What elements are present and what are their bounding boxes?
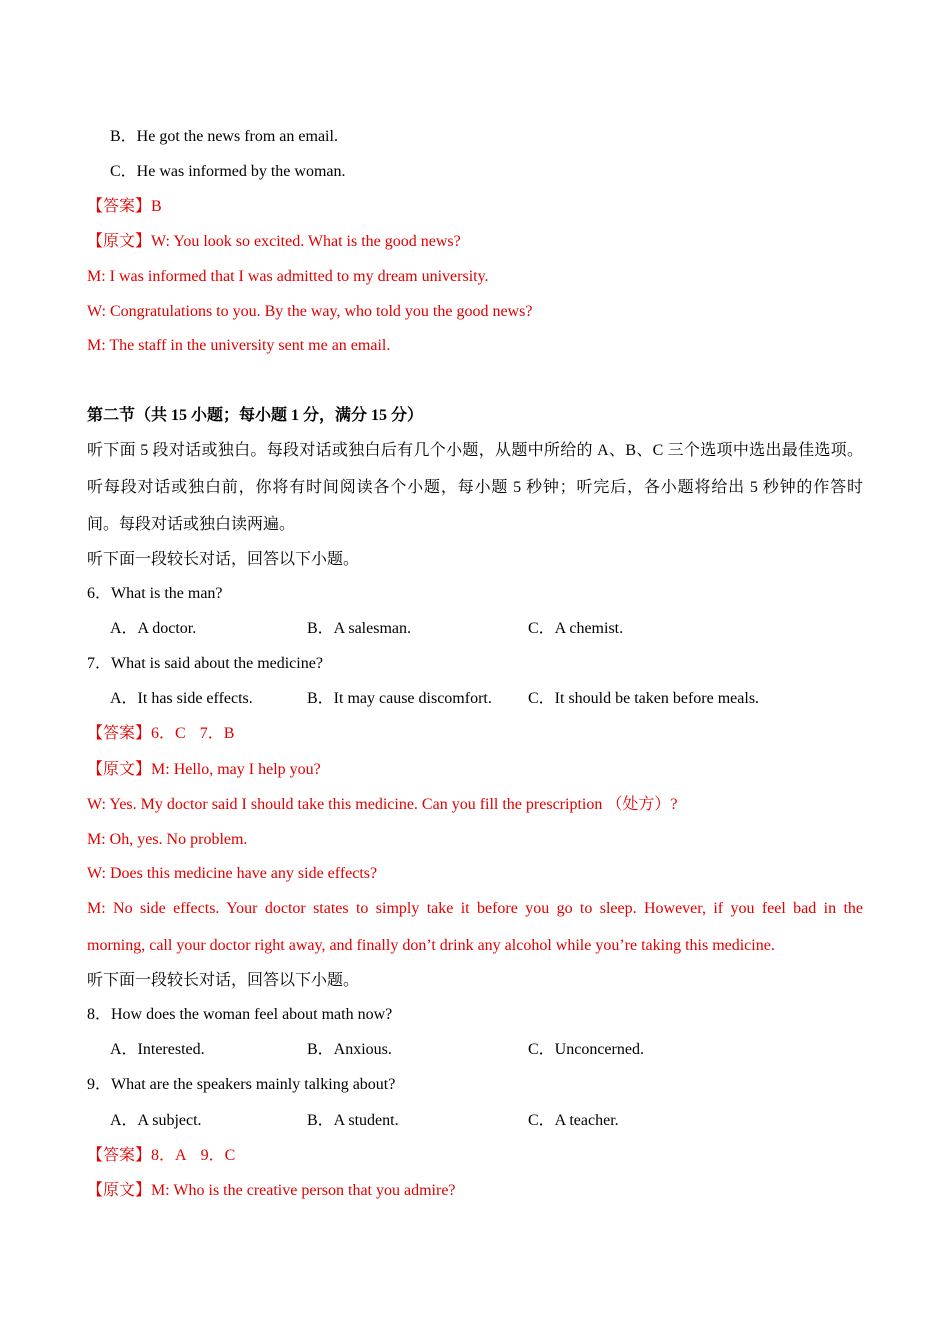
option-a: A．Interested.	[110, 1041, 205, 1058]
option-b: B．Anxious.	[307, 1041, 392, 1058]
transcript-line: M: Oh, yes. No problem.	[87, 831, 248, 848]
answer-value: 6．C	[151, 725, 186, 742]
option-c: C．A chemist.	[528, 620, 624, 637]
transcript-line	[87, 232, 461, 252]
instruction-line: 间。每段对话或独白读两遍。	[87, 516, 296, 533]
option-b: B．He got the news from an email.	[110, 128, 338, 145]
answer-value: 9．C	[200, 1147, 236, 1164]
group-intro: 听下面一段较长对话，回答以下小题。	[87, 972, 360, 989]
answer-tag: 【答案】	[87, 198, 152, 215]
option-b: B．A student.	[307, 1112, 399, 1129]
option-c: C．He was informed by the woman.	[110, 163, 346, 180]
transcript-line: M: No side effects. Your doctor states to simply take it before you go to sleep. However, if you feel bad in the	[87, 900, 863, 917]
transcript-line: M: I was informed that I was admitted to my dream university.	[87, 268, 489, 285]
option-a: A．A subject.	[110, 1112, 202, 1129]
question-stem: 8．How does the woman feel about math now?	[87, 1006, 393, 1023]
question-stem: 6．What is the man?	[87, 585, 223, 602]
instruction-line: 听下面 5 段对话或独白。每段对话或独白后有几个小题，从题中所给的 A、B、C 三个选项中选出最佳选项。	[87, 442, 863, 459]
transcript-text: M: Who is the creative person that you admire?	[151, 1182, 456, 1199]
option-a: A．A doctor.	[110, 620, 197, 637]
transcript-line: W: Yes. My doctor said I should take this medicine. Can you fill the prescription （处方）?	[87, 796, 678, 813]
instruction-line: 听每段对话或独白前，你将有时间阅读各个小题，每小题 5 秒钟；听完后，各小题将给出 5 秒钟的作答时	[87, 479, 863, 496]
transcript-text: W: You look so excited. What is the good news?	[151, 233, 461, 250]
transcript-line	[87, 760, 321, 780]
section-heading: 第二节（共 15 小题；每小题 1 分，满分 15 分）	[87, 407, 424, 424]
answer-value: 7．B	[199, 725, 235, 742]
answer-value: 8．A	[151, 1147, 187, 1164]
transcript-line	[87, 1181, 456, 1201]
option-c: C．It should be taken before meals.	[528, 690, 760, 707]
answer-value: B	[151, 198, 162, 215]
group-intro: 听下面一段较长对话，回答以下小题。	[87, 551, 360, 568]
question-stem: 9．What are the speakers mainly talking about?	[87, 1076, 396, 1093]
answer-line	[87, 1146, 235, 1166]
answer-tag: 【答案】	[87, 1147, 152, 1164]
option-c: C．A teacher.	[528, 1112, 619, 1129]
transcript-line: M: The staff in the university sent me an email.	[87, 337, 391, 354]
option-b: B．It may cause discomfort.	[307, 690, 492, 707]
answer-line	[87, 724, 234, 744]
question-stem: 7．What is said about the medicine?	[87, 655, 323, 672]
transcript-tag: 【原文】	[87, 233, 152, 250]
option-a: A．It has side effects.	[110, 690, 253, 707]
transcript-line: W: Congratulations to you. By the way, who told you the good news?	[87, 303, 533, 320]
option-c: C．Unconcerned.	[528, 1041, 644, 1058]
option-b: B．A salesman.	[307, 620, 411, 637]
answer-tag: 【答案】	[87, 725, 152, 742]
transcript-tag: 【原文】	[87, 761, 152, 778]
transcript-text: M: Hello, may I help you?	[151, 761, 321, 778]
answer-line	[87, 197, 162, 217]
transcript-tag: 【原文】	[87, 1182, 152, 1199]
transcript-line: morning, call your doctor right away, and finally don’t drink any alcohol while you’re taking this medicine.	[87, 937, 775, 954]
transcript-line: W: Does this medicine have any side effects?	[87, 865, 378, 882]
